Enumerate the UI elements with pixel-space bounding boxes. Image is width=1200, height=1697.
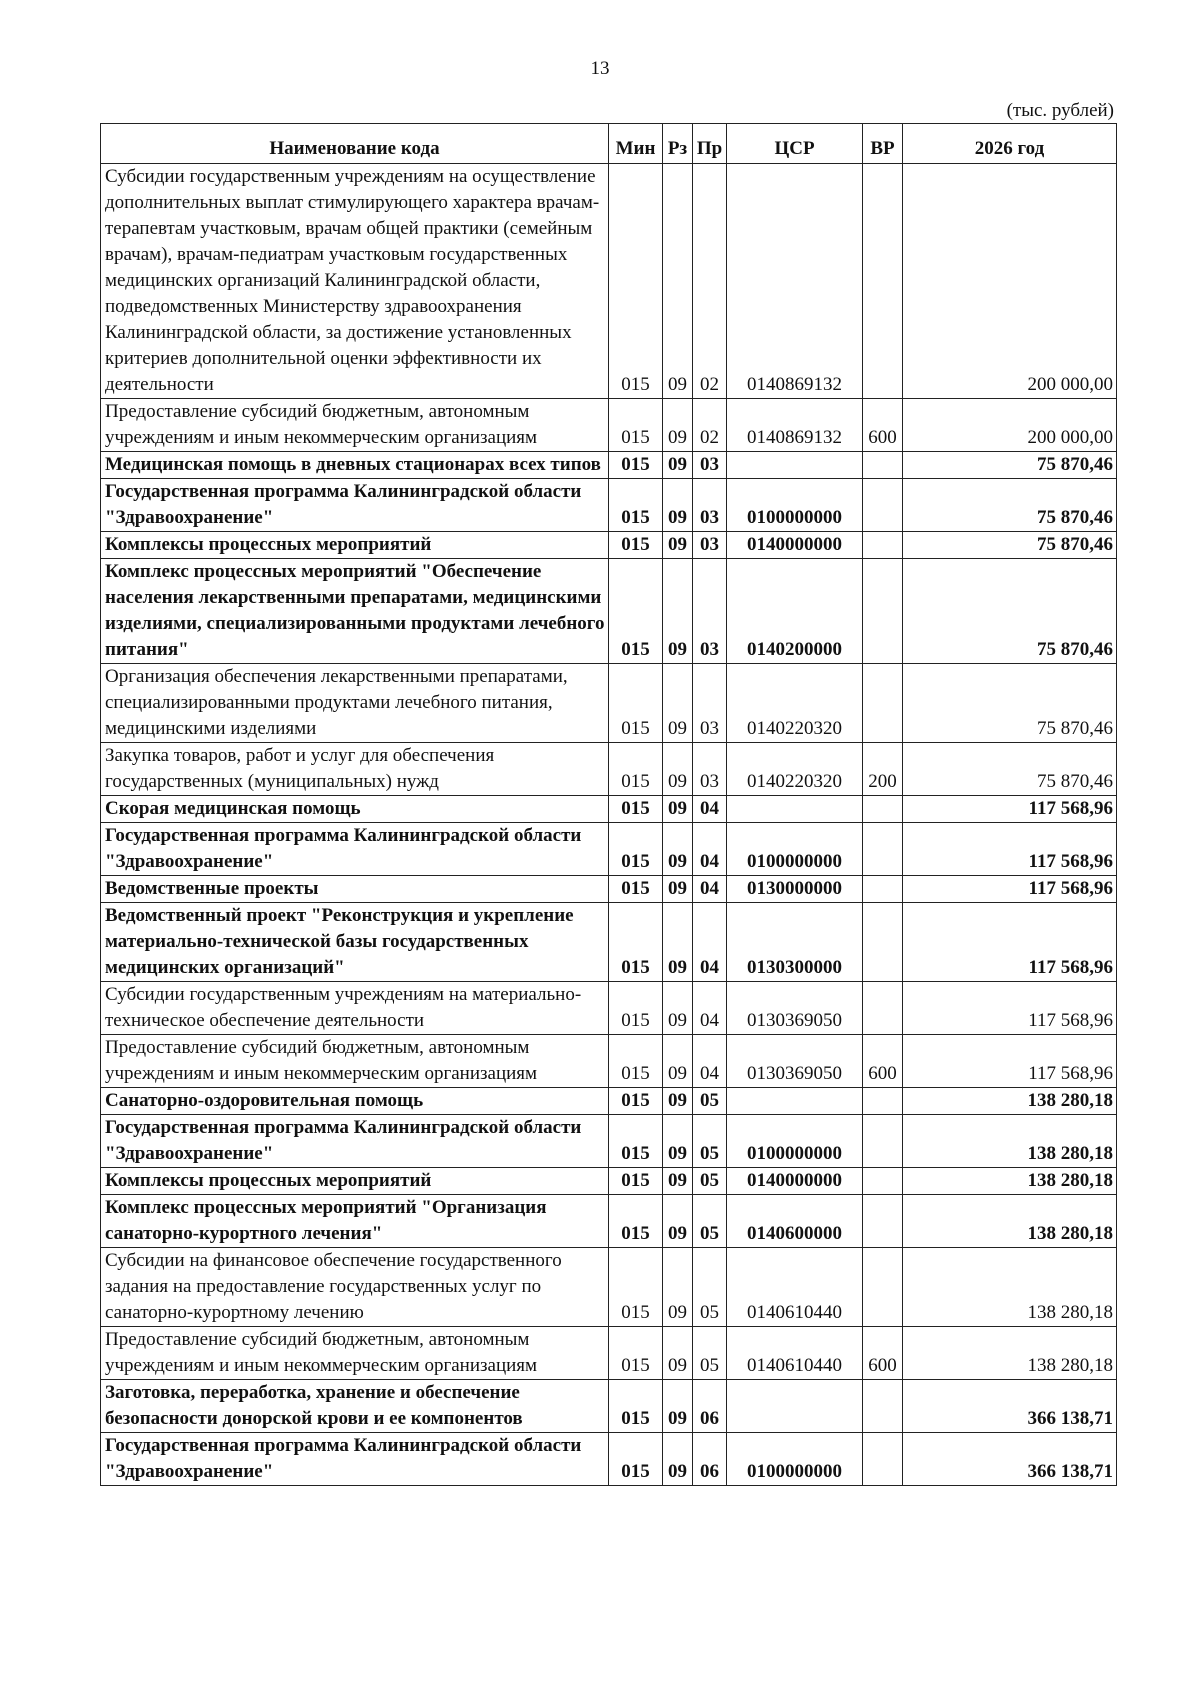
cell-vr xyxy=(863,532,903,559)
cell-min: 015 xyxy=(609,743,663,796)
cell-pr: 04 xyxy=(693,1035,727,1088)
cell-min: 015 xyxy=(609,1433,663,1486)
cell-csr: 0140610440 xyxy=(727,1327,863,1380)
cell-pr: 04 xyxy=(693,982,727,1035)
cell-vr: 600 xyxy=(863,399,903,452)
cell-name: Ведомственные проекты xyxy=(101,876,609,903)
cell-pr: 04 xyxy=(693,796,727,823)
cell-name: Предоставление субсидий бюджетным, автономным учреждениям и иным некоммерческим организациям xyxy=(101,1035,609,1088)
cell-min: 015 xyxy=(609,1088,663,1115)
cell-min: 015 xyxy=(609,399,663,452)
cell-min: 015 xyxy=(609,479,663,532)
cell-name: Комплекс процессных мероприятий "Организация санаторно-курортного лечения" xyxy=(101,1195,609,1248)
cell-pr: 03 xyxy=(693,532,727,559)
cell-rz: 09 xyxy=(663,399,693,452)
cell-min: 015 xyxy=(609,1195,663,1248)
cell-min: 015 xyxy=(609,532,663,559)
cell-pr: 03 xyxy=(693,743,727,796)
cell-name: Комплекс процессных мероприятий "Обеспечение населения лекарственными препаратами, медицинскими изделиями, специализированными продуктами лечебного питания" xyxy=(101,559,609,664)
cell-min: 015 xyxy=(609,903,663,982)
table-row xyxy=(101,1035,1117,1088)
table-row xyxy=(101,664,1117,743)
cell-vr xyxy=(863,1380,903,1433)
cell-rz: 09 xyxy=(663,164,693,399)
cell-rz: 09 xyxy=(663,1195,693,1248)
cell-sum: 117 568,96 xyxy=(903,823,1117,876)
cell-rz: 09 xyxy=(663,1115,693,1168)
cell-rz: 09 xyxy=(663,903,693,982)
cell-csr: 0100000000 xyxy=(727,479,863,532)
cell-pr: 03 xyxy=(693,664,727,743)
cell-csr xyxy=(727,1380,863,1433)
cell-min: 015 xyxy=(609,1168,663,1195)
cell-csr: 0140610440 xyxy=(727,1248,863,1327)
cell-csr xyxy=(727,452,863,479)
header-vr: ВР xyxy=(863,124,903,164)
cell-name: Государственная программа Калининградской области "Здравоохранение" xyxy=(101,823,609,876)
cell-name: Скорая медицинская помощь xyxy=(101,796,609,823)
cell-rz: 09 xyxy=(663,664,693,743)
cell-rz: 09 xyxy=(663,1248,693,1327)
cell-sum: 117 568,96 xyxy=(903,903,1117,982)
cell-min: 015 xyxy=(609,559,663,664)
cell-csr: 0140220320 xyxy=(727,743,863,796)
cell-pr: 05 xyxy=(693,1115,727,1168)
cell-min: 015 xyxy=(609,1380,663,1433)
cell-name: Закупка товаров, работ и услуг для обеспечения государственных (муниципальных) нужд xyxy=(101,743,609,796)
cell-min: 015 xyxy=(609,823,663,876)
page-number: 13 xyxy=(590,58,610,79)
cell-sum: 138 280,18 xyxy=(903,1327,1117,1380)
table-row xyxy=(101,532,1117,559)
cell-vr xyxy=(863,876,903,903)
cell-name: Субсидии государственным учреждениям на осуществление дополнительных выплат стимулирующего характера врачам-терапевтам участковым, врачам общей практики (семейным врачам), врачам-педиатрам участковым государственных медицинских организаций Калининградской области, подведомственных Министерству здравоохранения Калининградской области, за достижение установленных критериев дополнительной оценки эффективности их деятельности xyxy=(101,164,609,399)
cell-csr: 0140220320 xyxy=(727,664,863,743)
cell-min: 015 xyxy=(609,1327,663,1380)
cell-pr: 05 xyxy=(693,1195,727,1248)
cell-vr xyxy=(863,479,903,532)
cell-min: 015 xyxy=(609,876,663,903)
cell-name: Санаторно-оздоровительная помощь xyxy=(101,1088,609,1115)
table-row xyxy=(101,743,1117,796)
cell-csr: 0140869132 xyxy=(727,164,863,399)
cell-rz: 09 xyxy=(663,1327,693,1380)
cell-sum: 117 568,96 xyxy=(903,1035,1117,1088)
cell-rz: 09 xyxy=(663,982,693,1035)
cell-pr: 05 xyxy=(693,1327,727,1380)
table-row xyxy=(101,876,1117,903)
cell-rz: 09 xyxy=(663,1088,693,1115)
cell-csr: 0100000000 xyxy=(727,1433,863,1486)
cell-csr: 0100000000 xyxy=(727,1115,863,1168)
cell-sum: 366 138,71 xyxy=(903,1433,1117,1486)
table-row xyxy=(101,164,1117,399)
cell-name: Предоставление субсидий бюджетным, автономным учреждениям и иным некоммерческим организациям xyxy=(101,1327,609,1380)
table-row xyxy=(101,903,1117,982)
cell-vr xyxy=(863,823,903,876)
cell-min: 015 xyxy=(609,796,663,823)
cell-csr: 0140000000 xyxy=(727,1168,863,1195)
cell-name: Государственная программа Калининградской области "Здравоохранение" xyxy=(101,1115,609,1168)
cell-rz: 09 xyxy=(663,479,693,532)
cell-rz: 09 xyxy=(663,1168,693,1195)
cell-pr: 02 xyxy=(693,399,727,452)
cell-pr: 05 xyxy=(693,1248,727,1327)
cell-csr xyxy=(727,1088,863,1115)
table-row xyxy=(101,1168,1117,1195)
table-row xyxy=(101,452,1117,479)
cell-name: Медицинская помощь в дневных стационарах всех типов xyxy=(101,452,609,479)
cell-name: Государственная программа Калининградской области "Здравоохранение" xyxy=(101,479,609,532)
cell-sum: 200 000,00 xyxy=(903,164,1117,399)
cell-sum: 138 280,18 xyxy=(903,1115,1117,1168)
header-name: Наименование кода xyxy=(101,124,609,164)
table-row xyxy=(101,1327,1117,1380)
cell-sum: 75 870,46 xyxy=(903,664,1117,743)
cell-csr: 0140000000 xyxy=(727,532,863,559)
cell-csr xyxy=(727,796,863,823)
table-row xyxy=(101,1088,1117,1115)
cell-min: 015 xyxy=(609,982,663,1035)
cell-csr: 0140600000 xyxy=(727,1195,863,1248)
cell-vr xyxy=(863,903,903,982)
cell-rz: 09 xyxy=(663,796,693,823)
cell-name: Комплексы процессных мероприятий xyxy=(101,532,609,559)
cell-sum: 75 870,46 xyxy=(903,452,1117,479)
cell-pr: 04 xyxy=(693,903,727,982)
header-min: Мин xyxy=(609,124,663,164)
table-row xyxy=(101,1195,1117,1248)
header-rz: Рз xyxy=(663,124,693,164)
cell-csr: 0140200000 xyxy=(727,559,863,664)
cell-vr: 600 xyxy=(863,1035,903,1088)
table-row xyxy=(101,1248,1117,1327)
table-row xyxy=(101,1380,1117,1433)
header-pr: Пр xyxy=(693,124,727,164)
cell-vr xyxy=(863,164,903,399)
cell-vr xyxy=(863,1433,903,1486)
cell-pr: 04 xyxy=(693,823,727,876)
cell-name: Субсидии на финансовое обеспечение государственного задания на предоставление государственных услуг по санаторно-курортному лечению xyxy=(101,1248,609,1327)
cell-rz: 09 xyxy=(663,559,693,664)
cell-vr xyxy=(863,1115,903,1168)
cell-pr: 06 xyxy=(693,1433,727,1486)
cell-sum: 75 870,46 xyxy=(903,559,1117,664)
cell-csr: 0130369050 xyxy=(727,1035,863,1088)
cell-sum: 200 000,00 xyxy=(903,399,1117,452)
table-row xyxy=(101,479,1117,532)
cell-vr xyxy=(863,982,903,1035)
cell-pr: 06 xyxy=(693,1380,727,1433)
cell-name: Заготовка, переработка, хранение и обеспечение безопасности донорской крови и ее компонентов xyxy=(101,1380,609,1433)
table-header-row xyxy=(101,124,1117,164)
cell-pr: 05 xyxy=(693,1088,727,1115)
cell-rz: 09 xyxy=(663,1035,693,1088)
cell-name: Комплексы процессных мероприятий xyxy=(101,1168,609,1195)
cell-vr xyxy=(863,559,903,664)
cell-csr: 0130000000 xyxy=(727,876,863,903)
cell-csr: 0130369050 xyxy=(727,982,863,1035)
cell-pr: 03 xyxy=(693,452,727,479)
table-row xyxy=(101,1115,1117,1168)
cell-pr: 04 xyxy=(693,876,727,903)
header-csr: ЦСР xyxy=(727,124,863,164)
table-row xyxy=(101,1433,1117,1486)
table-row xyxy=(101,399,1117,452)
cell-pr: 05 xyxy=(693,1168,727,1195)
cell-name: Предоставление субсидий бюджетным, автономным учреждениям и иным некоммерческим организациям xyxy=(101,399,609,452)
cell-sum: 366 138,71 xyxy=(903,1380,1117,1433)
cell-vr: 200 xyxy=(863,743,903,796)
cell-min: 015 xyxy=(609,1248,663,1327)
table-row xyxy=(101,796,1117,823)
cell-pr: 03 xyxy=(693,479,727,532)
budget-table xyxy=(100,123,1117,1486)
cell-sum: 138 280,18 xyxy=(903,1195,1117,1248)
cell-rz: 09 xyxy=(663,823,693,876)
cell-min: 015 xyxy=(609,1115,663,1168)
cell-rz: 09 xyxy=(663,1380,693,1433)
cell-rz: 09 xyxy=(663,532,693,559)
cell-sum: 138 280,18 xyxy=(903,1168,1117,1195)
cell-sum: 117 568,96 xyxy=(903,982,1117,1035)
cell-name: Ведомственный проект "Реконструкция и укрепление материально-технической базы государственных медицинских организаций" xyxy=(101,903,609,982)
cell-min: 015 xyxy=(609,452,663,479)
cell-pr: 03 xyxy=(693,559,727,664)
cell-sum: 75 870,46 xyxy=(903,532,1117,559)
cell-name: Организация обеспечения лекарственными препаратами, специализированными продуктами лечебного питания, медицинскими изделиями xyxy=(101,664,609,743)
cell-sum: 75 870,46 xyxy=(903,479,1117,532)
table-row xyxy=(101,823,1117,876)
cell-sum: 117 568,96 xyxy=(903,796,1117,823)
cell-csr: 0100000000 xyxy=(727,823,863,876)
cell-sum: 75 870,46 xyxy=(903,743,1117,796)
cell-sum: 138 280,18 xyxy=(903,1088,1117,1115)
cell-csr: 0130300000 xyxy=(727,903,863,982)
cell-min: 015 xyxy=(609,664,663,743)
units-label: (тыс. рублей) xyxy=(1006,100,1114,121)
cell-pr: 02 xyxy=(693,164,727,399)
cell-name: Государственная программа Калининградской области "Здравоохранение" xyxy=(101,1433,609,1486)
cell-rz: 09 xyxy=(663,452,693,479)
cell-vr xyxy=(863,1168,903,1195)
cell-rz: 09 xyxy=(663,743,693,796)
cell-vr xyxy=(863,664,903,743)
cell-vr xyxy=(863,1195,903,1248)
cell-rz: 09 xyxy=(663,1433,693,1486)
cell-csr: 0140869132 xyxy=(727,399,863,452)
cell-min: 015 xyxy=(609,164,663,399)
table-row xyxy=(101,982,1117,1035)
table-row xyxy=(101,559,1117,664)
cell-sum: 117 568,96 xyxy=(903,876,1117,903)
cell-min: 015 xyxy=(609,1035,663,1088)
cell-vr xyxy=(863,452,903,479)
cell-vr xyxy=(863,796,903,823)
cell-name: Субсидии государственным учреждениям на материально-техническое обеспечение деятельности xyxy=(101,982,609,1035)
cell-rz: 09 xyxy=(663,876,693,903)
cell-vr xyxy=(863,1088,903,1115)
cell-sum: 138 280,18 xyxy=(903,1248,1117,1327)
header-sum: 2026 год xyxy=(903,124,1117,164)
cell-vr: 600 xyxy=(863,1327,903,1380)
cell-vr xyxy=(863,1248,903,1327)
